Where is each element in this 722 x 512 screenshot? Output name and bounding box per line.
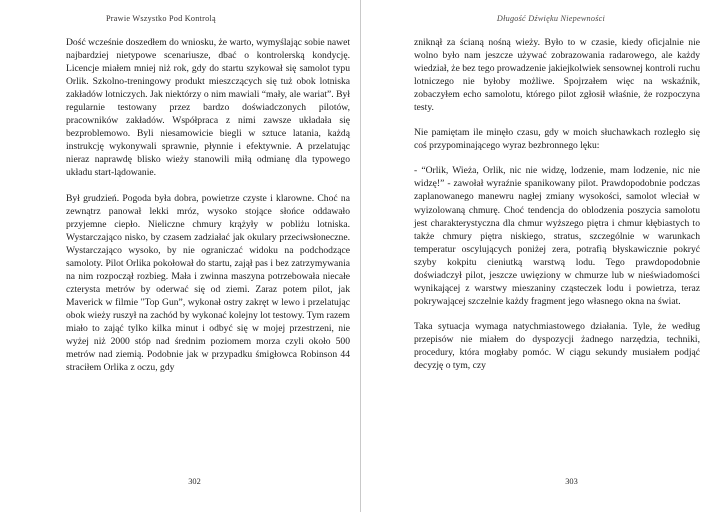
left-page-running-head: Prawie Wszystko Pod Kontrolą xyxy=(106,14,216,23)
left-page-text-column xyxy=(66,36,350,374)
right-page-text-column xyxy=(414,36,700,372)
right-page-running-head: Długość Dźwięku Niepewności xyxy=(496,14,606,23)
paragraph: Był grudzień. Pogoda była dobra, powietrze czyste i klarowne. Choć na zewnątrz panował lekki mróz, wysoko stojące słońce oddawało przyjemne ciepło. Nieliczne chmury krążyły w pobliżu lotniska. Wystarczająco nisko, by czasem zadziałać jak okulary przeciwsłoneczne. Wystarczająco wysoko, by nie ograniczać widoku na podchodzące samoloty. Pilot Orlika pokołował do startu, zajął pas i bez zatrzymywania na nim rozpoczął rozbieg. Mała i zwinna maszyna potrzebowała niecałe czterysta metrów by oderwać się od ziemi. Zaraz potem pilot, jak Maverick w filmie "Top Gun”, wykonał ostry zakręt w lewo i przelatując obok wieży ruszył na zachód by wykonać kolejny lot testowy. Tym razem miało to zająć tylko kilka minut i odbyć się w mojej przestrzeni, nie wyżej niż 2000 stóp nad średnim poziomem morza czyli około 500 metrów nad ziemią. Podobnie jak w przypadku śmigłowca Robinson 44 straciłem Orlika z oczu, gdy xyxy=(66,192,350,374)
paragraph: - “Orlik, Wieża, Orlik, nic nie widzę, lodzenie, mam lodzenie, nic nie widzę!” - zawołał wyraźnie spanikowany pilot. Prawdopodobnie podczas zaplanowanego manewru nagłej zmiany wysokości, samolot wleciał w wyizolowaną chmurę. Choć tendencja do oblodzenia poszycia samolotu jest charakterystyczna dla chmur wyższego piętra i chmur kłębiastych to także chmury piętra niskiego, stratus, szczególnie w warunkach temperatur oscylujących poniżej zera, potrafią błyskawicznie pokryć szyby kokpitu cieniutką warstwą lodu. Tego prawdopodobnie doświadczył pilot, jeszcze uwięziony w chmurze lub w nieświadomości wynikającej z warstwy mieszaniny cząsteczek lodu i powietrza, teraz pokrywającej szczelnie każdy fragment jego własnego okna na świat. xyxy=(414,165,700,307)
paragraph: zniknął za ścianą nośną wieży. Było to w czasie, kiedy oficjalnie nie wolno było nam jeszcze używać zobrazowania radarowego, ale każdy wiedział, że bez tego prowadzenie jakiejkolwiek sensownej kontroli ruchu lotniczego nie byłoby możliwe. Spojrzałem więc na wskaźnik, zobaczyłem echo samolotu, którego pilot zgłosił właśnie, że rozpoczyna testy. xyxy=(414,37,700,114)
paragraph: Dość wcześnie doszedłem do wniosku, że warto, wymyślając sobie nawet najbardziej nietypowe scenariusze, dbać o kontrolerską kondycję. Licencje miałem mniej niż rok, gdy do startu szykował się samolot typu Orlik. Szkolno-treningowy produkt mieszczących się tuż obok lotniska zakładów lotniczych. Jak niektórzy o nim mawiali “mały, ale wariat”. Był regularnie testowany przez bardzo doświadczonych pilotów, pracowników zakładów. Współpraca z nimi zawsze układała się bezproblemowo. Byli niesamowicie biegli w sztuce latania, każdą instrukcję wykonywali sprawnie, płynnie i efektywnie. A przelatując nieraz naprawdę blisko wieży stanowili miłą odmianę dla typowego układu start-lądowanie. xyxy=(66,37,350,179)
right-page-number: 303 xyxy=(565,477,578,486)
left-page-number: 302 xyxy=(188,477,201,486)
paragraph: Nie pamiętam ile minęło czasu, gdy w moich słuchawkach rozległo się coś przypominającego wyraz bezbronnego lęku: xyxy=(414,127,700,152)
right-page xyxy=(361,0,722,512)
paragraph: Taka sytuacja wymaga natychmiastowego działania. Tyle, że według przepisów nie miałem do dyspozycji żadnego narzędzia, techniki, procedury, która mogłaby pomóc. W ciągu sekundy musiałem podjąć decyzję o tym, czy xyxy=(414,320,700,372)
